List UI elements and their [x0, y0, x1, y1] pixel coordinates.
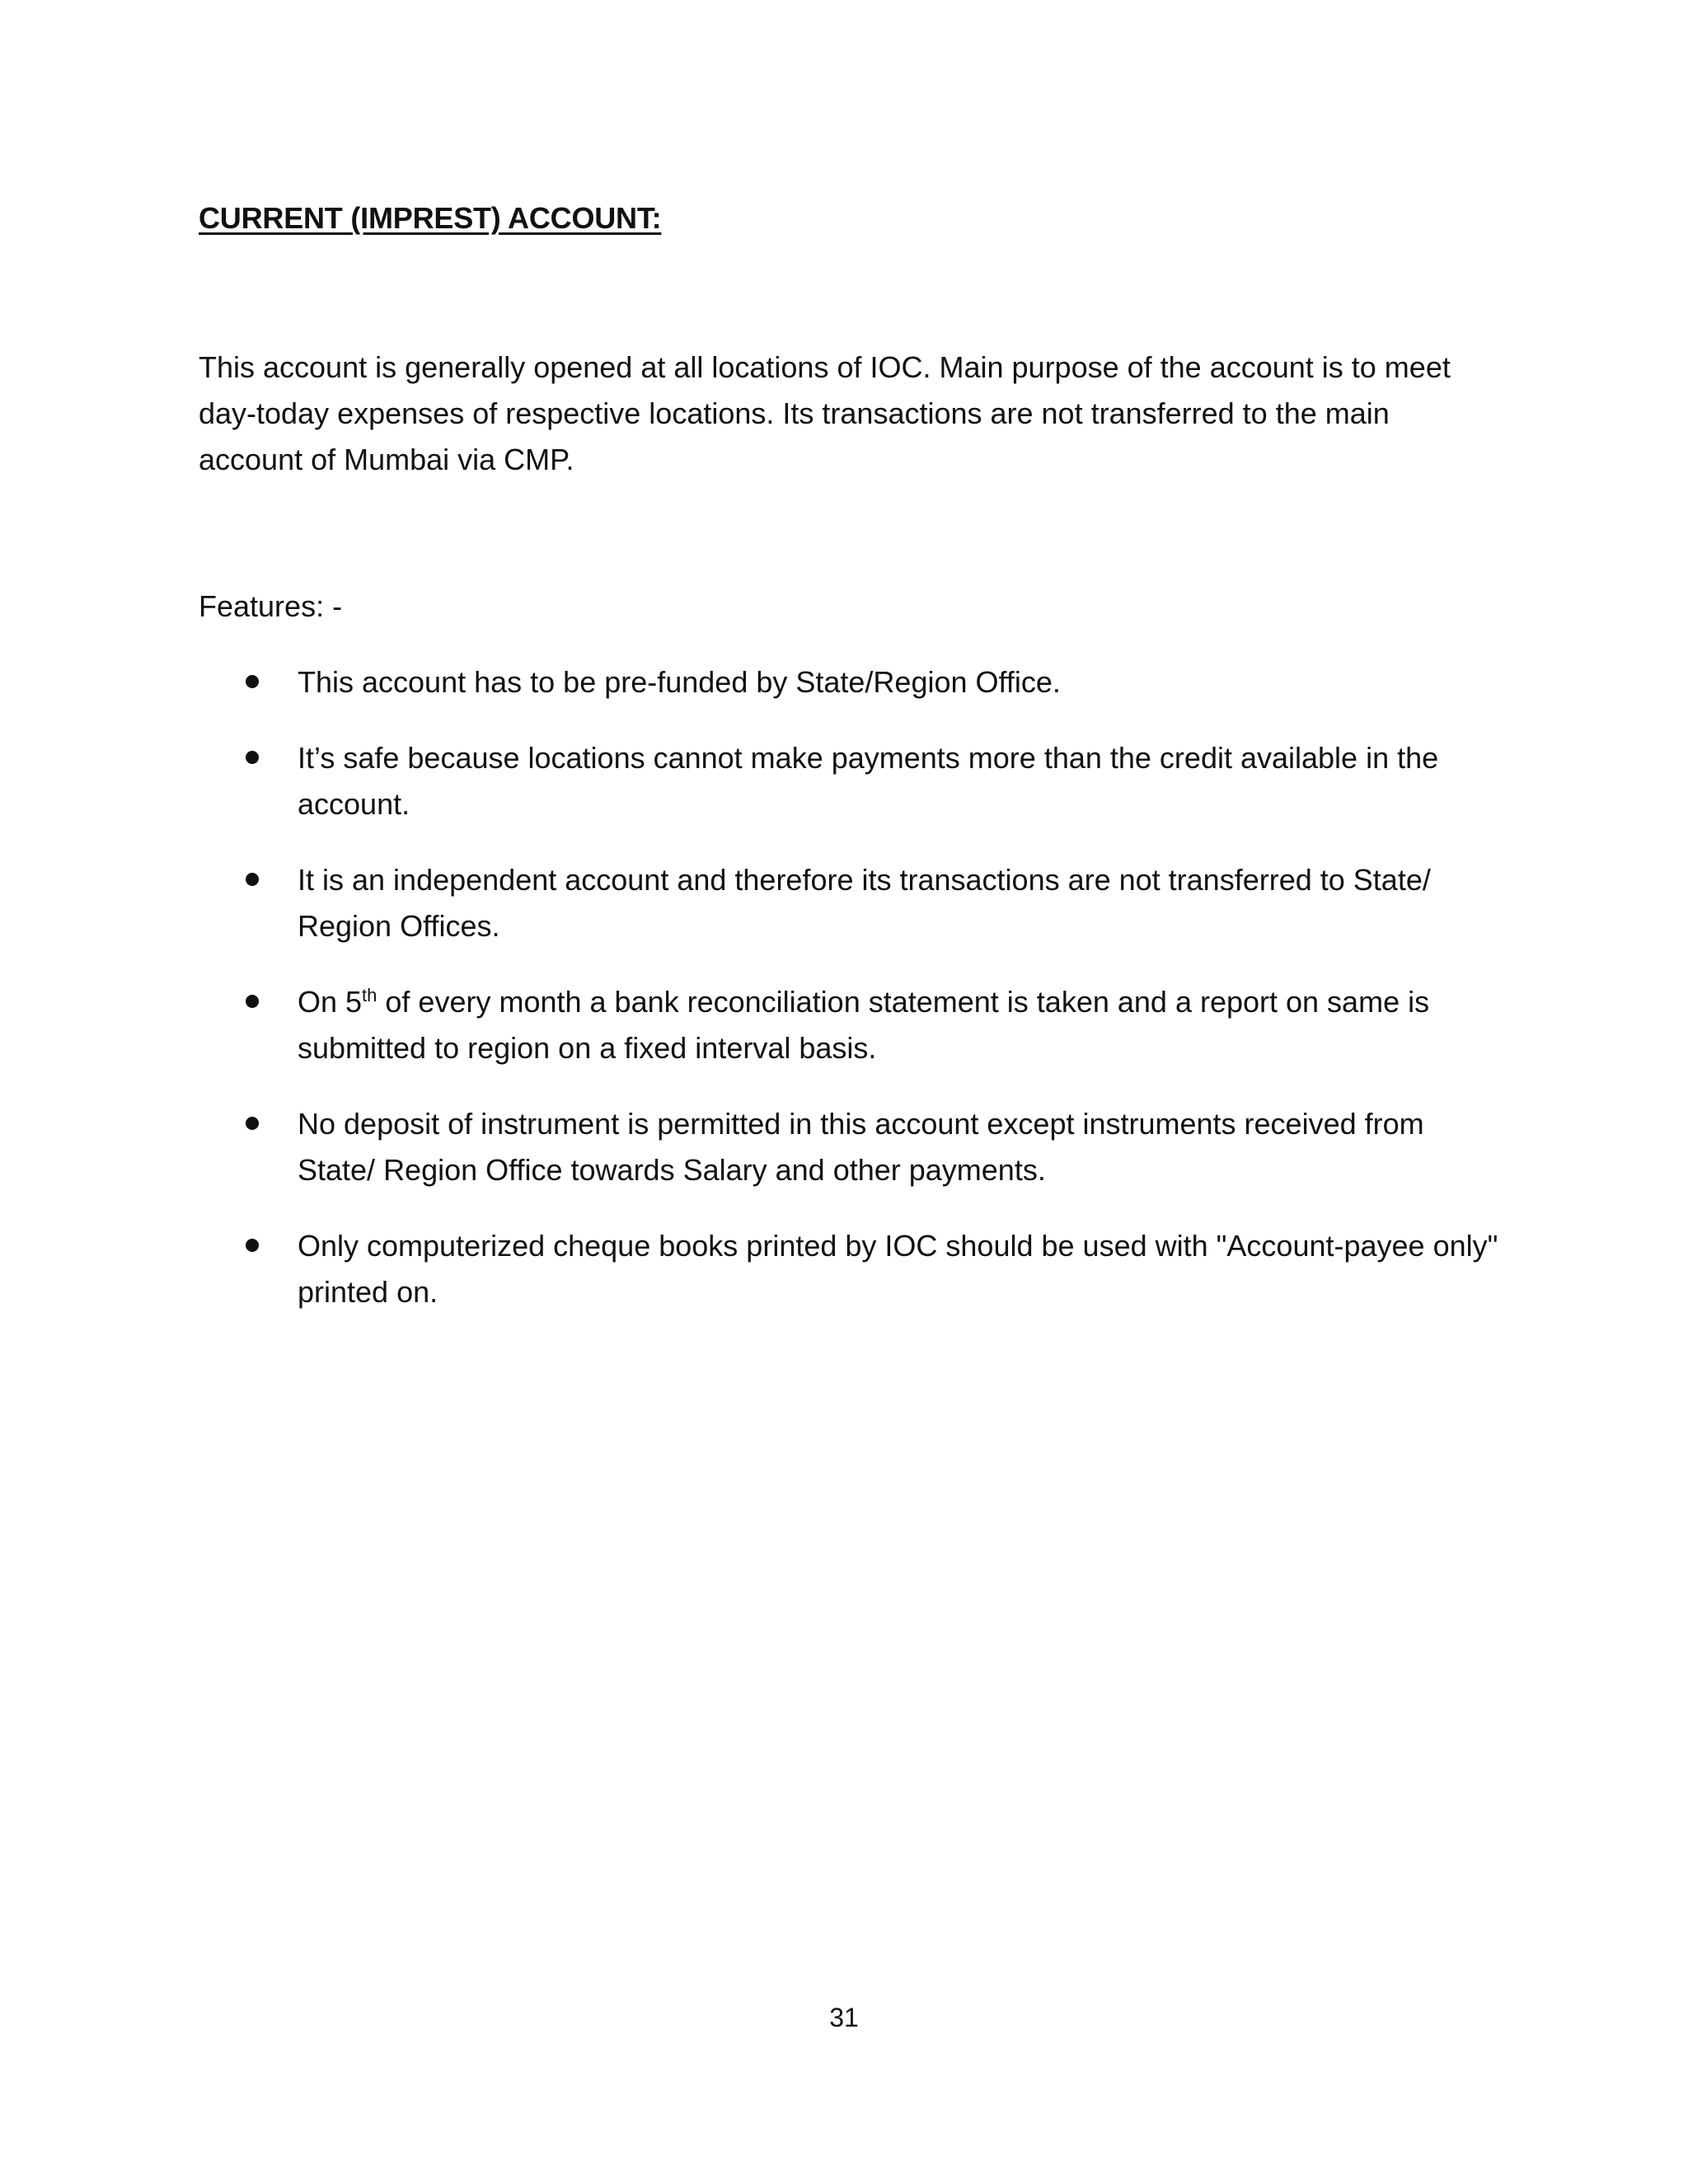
feature-text: This account has to be pre-funded by State/Region Office. — [298, 665, 1061, 699]
intro-paragraph: This account is generally opened at all locations of IOC. Main purpose of the account is to meet day-today expenses of respective locations. Its transactions are not transferred to the main account of Mumbai via CMP. — [199, 350, 1451, 476]
feature-text: It is an independent account and therefore its transactions are not transferred to State/ Region Offices. — [298, 863, 1431, 943]
feature-item — [0, 979, 1501, 1071]
bullet-icon — [246, 751, 259, 764]
feature-item — [0, 1101, 1501, 1193]
bullet-icon — [246, 873, 259, 886]
bullet-icon — [246, 1239, 259, 1252]
section-heading: CURRENT (IMPREST) ACCOUNT: — [199, 201, 662, 235]
feature-item — [0, 1223, 1501, 1315]
features-label: Features: - — [199, 589, 343, 623]
bullet-icon — [246, 1117, 259, 1130]
bullet-icon — [246, 675, 259, 688]
feature-item — [0, 857, 1501, 949]
feature-text-prefix: On 5 — [298, 985, 363, 1019]
feature-text: Only computerized cheque books printed by IOC should be used with "Account-payee only" printed on. — [298, 1229, 1498, 1309]
bullet-icon — [246, 995, 259, 1008]
features-list — [0, 659, 1688, 1345]
feature-item — [0, 735, 1501, 827]
feature-item — [0, 659, 1501, 705]
ordinal-superscript: th — [362, 985, 377, 1005]
feature-text: No deposit of instrument is permitted in this account except instruments received from State/ Region Office towards Salary and other payments. — [298, 1107, 1424, 1187]
feature-text: It’s safe because locations cannot make payments more than the credit available in the account. — [298, 741, 1439, 821]
page-number: 31 — [829, 2003, 859, 2032]
feature-text-suffix: of every month a bank reconciliation statement is taken and a report on same is submitted to region on a fixed interval basis. — [298, 985, 1430, 1065]
